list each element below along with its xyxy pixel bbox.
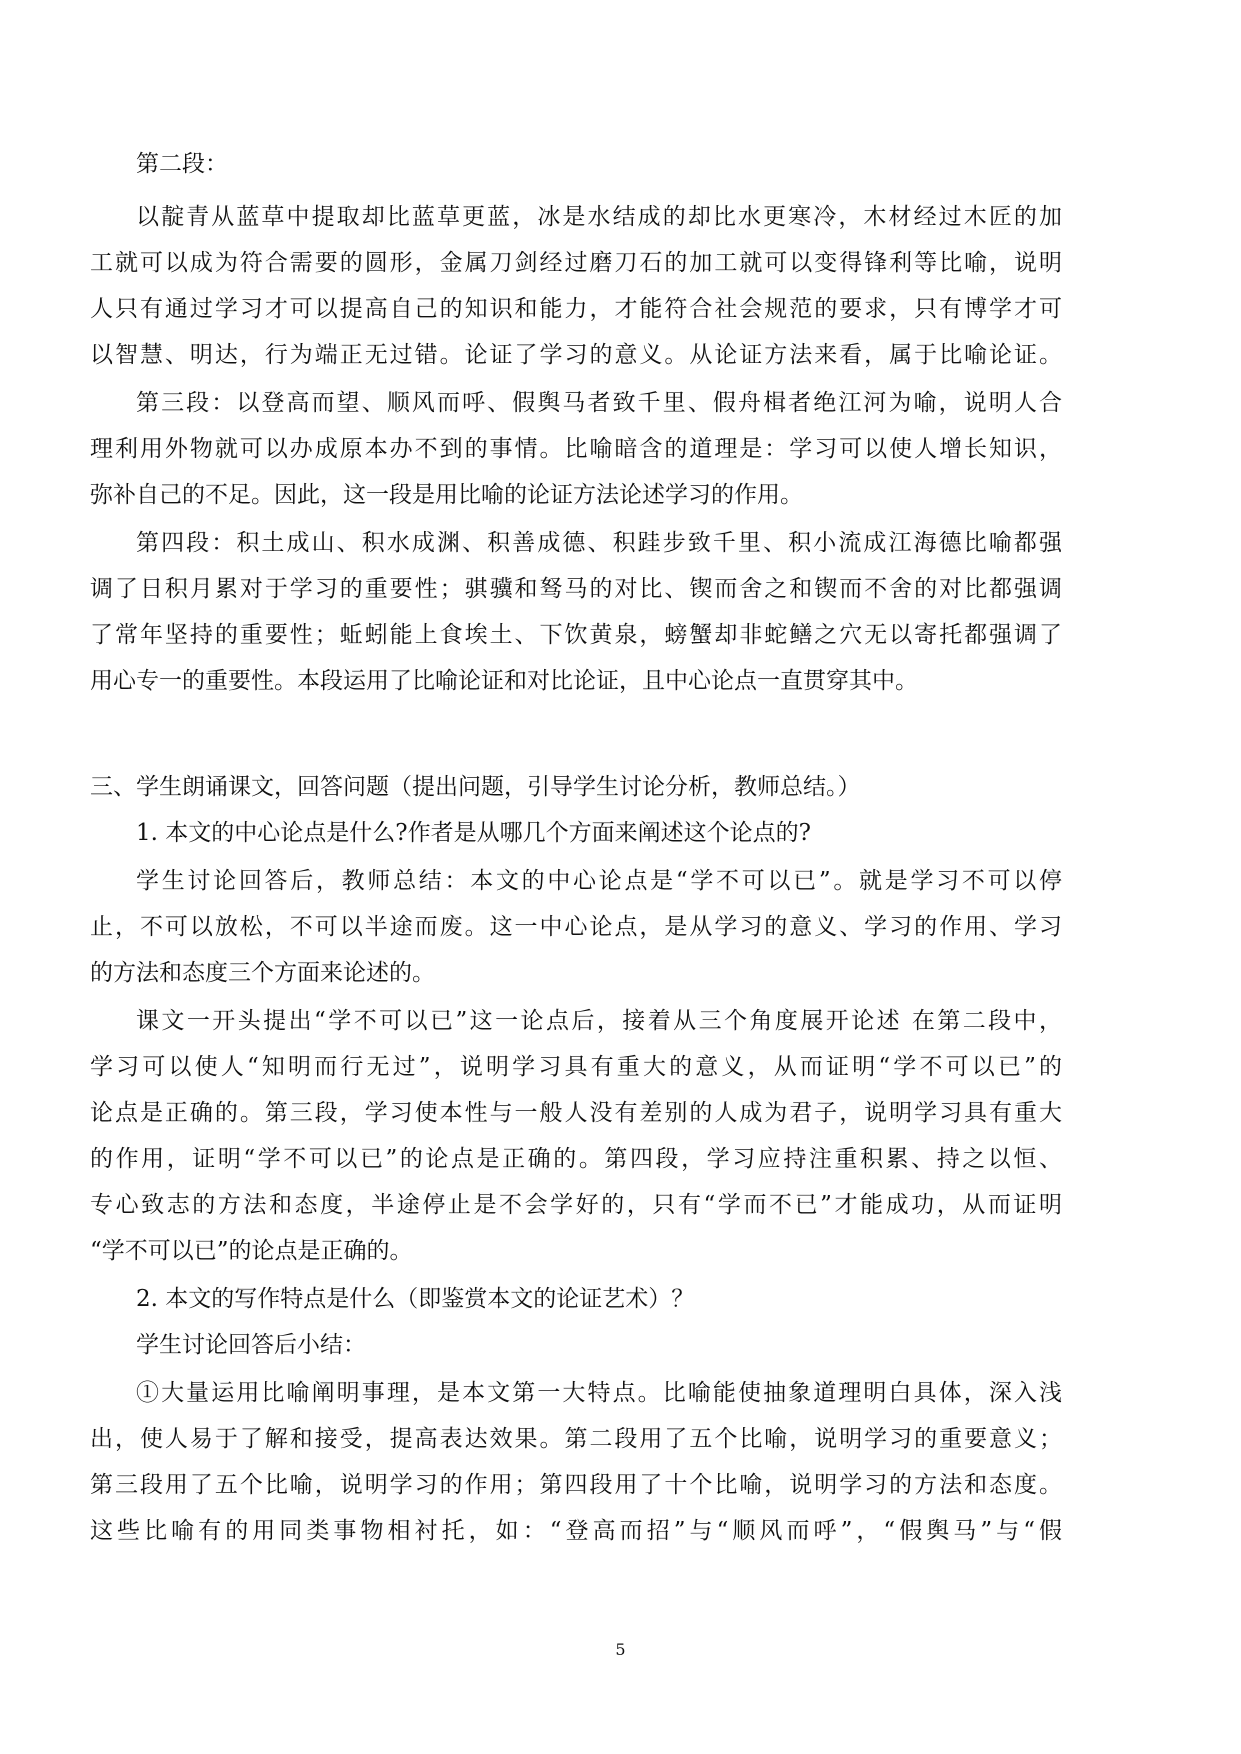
text-line: 的作用，证明“学不可以已”的论点是正确的。第四段，学习应持注重积累、持之以恒、 [90, 1146, 1062, 1172]
text-line: 这些比喻有的用同类事物相衬托，如：“登高而招”与“顺风而呼”，“假舆马”与“假 [90, 1518, 1062, 1544]
text-line: 第三段：以登高而望、顺风而呼、假舆马者致千里、假舟楫者绝江河为喻，说明人合 [136, 390, 1062, 416]
text-line: 第二段： [136, 151, 228, 177]
section-heading: 三、学生朗诵课文，回答问题（提出问题，引导学生讨论分析，教师总结。） [90, 774, 861, 800]
text-line: 人只有通过学习才可以提高自己的知识和能力，才能符合社会规范的要求，只有博学才可 [90, 296, 1062, 322]
text-line: 弥补自己的不足。因此，这一段是用比喻的论证方法论述学习的作用。 [90, 482, 803, 508]
text-line: 的方法和态度三个方面来论述的。 [90, 960, 435, 986]
page-number: 5 [615, 1640, 626, 1659]
text-line: 学生讨论回答后，教师总结：本文的中心论点是“学不可以已”。就是学习不可以停 [136, 868, 1062, 894]
text-line: 了常年坚持的重要性；蚯蚓能上食埃土、下饮黄泉，螃蟹却非蛇鳝之穴无以寄托都强调了 [90, 622, 1062, 648]
text-line: 以智慧、明达，行为端正无过错。论证了学习的意义。从论证方法来看，属于比喻论证。 [90, 342, 1062, 368]
question-heading: 2. 本文的写作特点是什么（即鉴赏本文的论证艺术）？ [136, 1286, 695, 1312]
text-line: 论点是正确的。第三段，学习使本性与一般人没有差别的人成为君子，说明学习具有重大 [90, 1100, 1062, 1126]
text-line: 调了日积月累对于学习的重要性；骐骥和驽马的对比、锲而舍之和锲而不舍的对比都强调 [90, 576, 1062, 602]
text-line: 用心专一的重要性。本段运用了比喻论证和对比论证，且中心论点一直贯穿其中。 [90, 668, 918, 694]
text-line: 学生讨论回答后小结： [136, 1332, 366, 1358]
text-line: 以靛青从蓝草中提取却比蓝草更蓝，冰是水结成的却比水更寒冷，木材经过木匠的加 [136, 204, 1062, 230]
text-line: 出，使人易于了解和接受，提高表达效果。第二段用了五个比喻，说明学习的重要意义； [90, 1426, 1062, 1452]
text-line: 工就可以成为符合需要的圆形，金属刀剑经过磨刀石的加工就可以变得锋利等比喻，说明 [90, 250, 1062, 276]
text-line: 第四段：积土成山、积水成渊、积善成德、积跬步致千里、积小流成江海德比喻都强 [136, 530, 1062, 556]
text-line: 课文一开头提出“学不可以已”这一论点后，接着从三个角度展开论述 在第二段中， [136, 1008, 1062, 1034]
text-line: 专心致志的方法和态度，半途停止是不会学好的，只有“学而不已”才能成功，从而证明 [90, 1192, 1062, 1218]
text-line: ①大量运用比喻阐明事理，是本文第一大特点。比喻能使抽象道理明白具体，深入浅 [136, 1380, 1062, 1406]
text-line: “学不可以已”的论点是正确的。 [90, 1238, 413, 1264]
question-heading: 1. 本文的中心论点是什么?作者是从哪几个方面来阐述这个论点的? [136, 820, 811, 846]
text-line: 学习可以使人“知明而行无过”，说明学习具有重大的意义，从而证明“学不可以已”的 [90, 1054, 1062, 1080]
text-line: 止，不可以放松，不可以半途而废。这一中心论点，是从学习的意义、学习的作用、学习 [90, 914, 1062, 940]
text-line: 第三段用了五个比喻，说明学习的作用；第四段用了十个比喻，说明学习的方法和态度。 [90, 1472, 1062, 1498]
text-line: 理利用外物就可以办成原本办不到的事情。比喻暗含的道理是：学习可以使人增长知识， [90, 436, 1062, 462]
